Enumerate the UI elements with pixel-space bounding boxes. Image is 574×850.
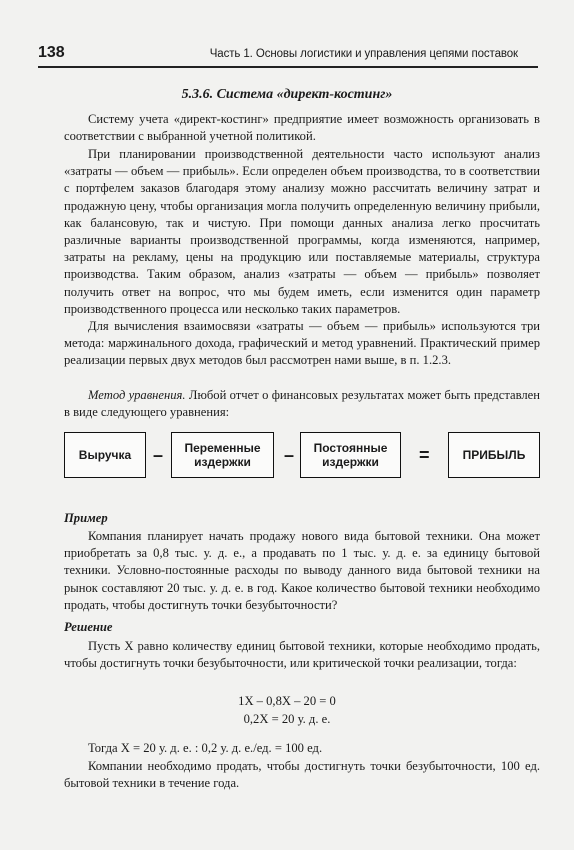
conclusion: Компании необходимо продать, чтобы достигнуть точки безубыточности, 100 ед. бытовой техники в течение года. (64, 759, 540, 791)
section-title: 5.3.6. Система «директ-костинг» (181, 87, 393, 102)
solution-label: Решение (64, 620, 113, 634)
then-line: Тогда X = 20 у. д. е. : 0,2 у. д. е./ед. = 100 ед. (88, 741, 323, 755)
running-head: Часть 1. Основы логистики и управления цепями поставок (209, 48, 518, 60)
box-revenue: Выручка (64, 432, 146, 478)
minus-operator-1: – (153, 445, 164, 465)
box-variable-costs: Переменные издержки (171, 432, 274, 478)
example-text: Компания планирует начать продажу нового вида бытовой техники. Она может приобретать за 0,8 тыс. у. д. е., а продавать по 1 тыс. у. д. е. за единицу бытовой техники. Условно-постоянные расходы по выводу данного вида бытовой техники на рынок составляют 20 тыс. у. д. е. в год. Какое количество бытовой техники необходимо продать, чтобы достигнуть точки безубыточности? (64, 529, 540, 612)
page-header (38, 44, 538, 68)
equation-1: 1X – 0,8X – 20 = 0 (238, 694, 336, 708)
equation-2: 0,2X = 20 у. д. е. (243, 712, 331, 726)
paragraph-1: Систему учета «директ-костинг» предприятие имеет возможность организовать в соответствии с выбранной учетной политикой. (64, 112, 540, 144)
box-profit: ПРИБЫЛЬ (448, 432, 540, 478)
equals-operator: = (419, 445, 430, 465)
example-label: Пример (64, 511, 108, 525)
minus-operator-2: – (284, 445, 295, 465)
method-lead: Метод уравнения. (88, 388, 186, 402)
box-fixed-costs: Постоянные издержки (300, 432, 401, 478)
solution-text: Пусть X равно количеству единиц бытовой техники, которые необходимо продать, чтобы достигнуть точки безубыточности, или критической точки реализации, тогда: (64, 639, 540, 671)
method-text: Любой отчет о финансовых результатах может быть представлен в виде следующего уравнения: (64, 388, 540, 420)
paragraph-3: Для вычисления взаимосвязи «затраты — объем — прибыль» используются три метода: маржинального дохода, графический и метод уравнений. Практический пример реализации первых двух методов был рассмотрен нами выше, в п. 1.2.3. (64, 319, 540, 368)
paragraph-2: При планировании производственной деятельности часто используют анализ «затраты — объем — прибыль». Если определен объем производства, то в соответствии с портфелем заказов благодаря этому анализу можно рассчитать величину затрат и продажную цену, чтобы организация могла получить определенную величину прибыли, как балансовую, так и чистую. При помощи данных анализа легко просчитать различные варианты производственной программы, когда изменяются, например, затраты на рекламу, цены на продукцию или поставляемые материалы, структура производства. Таким образом, анализ «затраты — объем — прибыль» позволяет получить ответ на вопрос, что мы будем иметь, если изменится один параметр производственного процесса или несколько таких параметров. (64, 147, 540, 316)
paragraph-4 (64, 387, 540, 421)
page-number: 138 (38, 44, 65, 61)
